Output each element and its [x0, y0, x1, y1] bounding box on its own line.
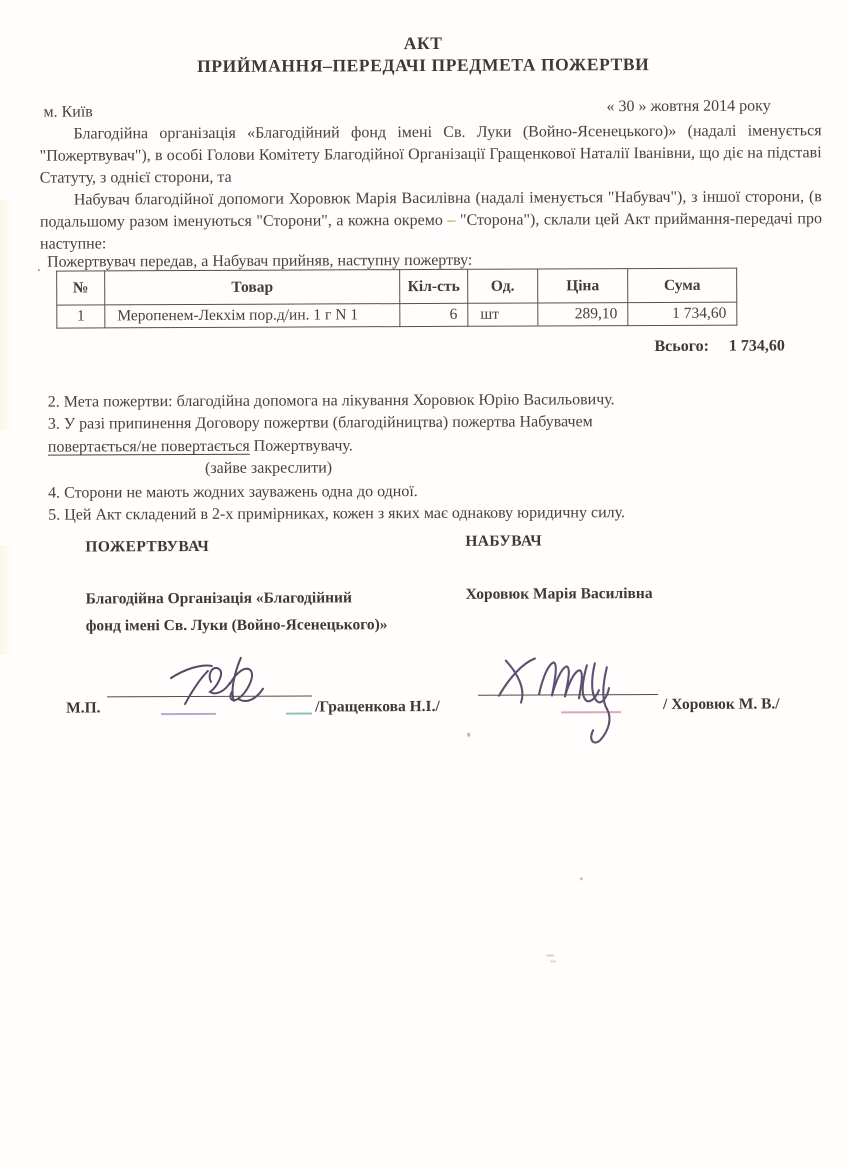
clause-3-underlined-choice: повертається/не повертається [47, 437, 250, 456]
cell-unit: шт [468, 303, 538, 326]
donor-name-line2: фонд імені Св. Луки (Войно-Ясенецького)» [85, 616, 388, 635]
document-city: м. Київ [43, 103, 93, 121]
donor-signature-caption: /Гращенкова Н.І./ [315, 697, 440, 716]
cell-price: 289,10 [538, 303, 628, 326]
col-header-quantity: Кіл-сть [400, 269, 468, 303]
col-header-number: № [57, 271, 105, 305]
cell-sum: 1 734,60 [628, 302, 737, 325]
col-header-product: Товар [105, 270, 400, 305]
scan-speck [580, 877, 583, 880]
recipient-name: Хоровюк Марія Василівна [465, 585, 653, 603]
clause-3-line1: 3. У разі припинення Договору пожертви (благодійництва) пожертва Набувачем [47, 413, 593, 433]
recipient-signature-ink [499, 658, 610, 743]
donor-role-heading: ПОЖЕРТВУВАЧ [85, 537, 210, 556]
total-value: 1 734,60 [728, 337, 785, 355]
clause-4: 4. Сторони не мають жодних зауважень одна до одної. [48, 483, 418, 502]
goods-table-header-row [57, 268, 737, 305]
recipient-signature-caption: / Хоровюк М. В./ [662, 695, 780, 713]
intro-paragraph-recipient-part2: "Сторона"), склали цей Акт приймання-передачі про наступне: [39, 210, 822, 253]
table-row [57, 302, 737, 328]
recipient-role-heading: НАБУВАЧ [465, 532, 543, 550]
total-label: Всього: [654, 337, 709, 355]
cell-number: 1 [57, 305, 105, 328]
total-row [654, 337, 785, 356]
col-header-unit: Од. [468, 269, 538, 303]
col-header-sum: Сума [628, 268, 737, 302]
donor-signature-ink [171, 658, 263, 704]
scan-color-fringe [561, 711, 621, 713]
donor-signature-line [107, 695, 312, 697]
cell-quantity: 6 [400, 303, 468, 326]
scan-color-fringe [161, 713, 216, 715]
transfer-statement: Пожертвувач передав, а Набувач прийняв, наступну пожертву: [47, 251, 473, 271]
intro-paragraph-donor: Благодійна організація «Благодійний фонд імені Св. Луки (Войно-Ясенецького)» (надалі іменується "Пожертвувач"), в особі Голови Комітету Благодійної Організації Гращенкової Наталії Іванівни, що діє на підставі Статуту, з однієї сторони, та [39, 122, 822, 187]
goods-table [56, 268, 737, 329]
clause-2: 2. Мета пожертви: благодійна допомога на лікування Хоровюк Юрію Васильовичу. [47, 391, 615, 411]
donor-name-line1: Благодійна Організація «Благодійний [85, 589, 352, 608]
clause-3-tail: Пожертвувачу. [249, 437, 353, 455]
scan-smudge [546, 954, 554, 956]
clause-3-note: (зайве закреслити) [204, 459, 333, 477]
document-date: « 30 » жовтня 2014 року [606, 97, 771, 116]
scan-color-fringe [286, 712, 312, 714]
donor-name [86, 584, 416, 639]
clause-3-line2 [48, 437, 353, 456]
col-header-price: Ціна [538, 269, 628, 303]
scan-smudge [550, 960, 556, 962]
intro-paragraph-recipient [40, 186, 822, 255]
cell-product: Меропенем-Лекхім пор.д/ин. 1 г N 1 [105, 304, 400, 328]
intro-paragraph-recipient-part1: Набувач благодійної допомоги Хоровюк Марія Василівна (надалі іменується "Набувач"), з іншої сторони, (в подальшому разом іменуються "Сторони", а кожна окремо [39, 188, 822, 231]
scan-speck [467, 733, 470, 737]
seal-label: М.П. [66, 699, 101, 717]
document-title-line1: АКТ [403, 32, 443, 54]
stray-dot-artifact: . [37, 259, 41, 275]
clause-5: 5. Цей Акт складений в 2-х примірниках, кожен з яких має однакову юридичну силу. [48, 504, 626, 524]
recipient-signature-line [478, 694, 658, 696]
document-title-line2: ПРИЙМАННЯ–ПЕРЕДАЧІ ПРЕДМЕТА ПОЖЕРТВИ [197, 54, 650, 76]
highlighted-dash: – [447, 211, 456, 229]
